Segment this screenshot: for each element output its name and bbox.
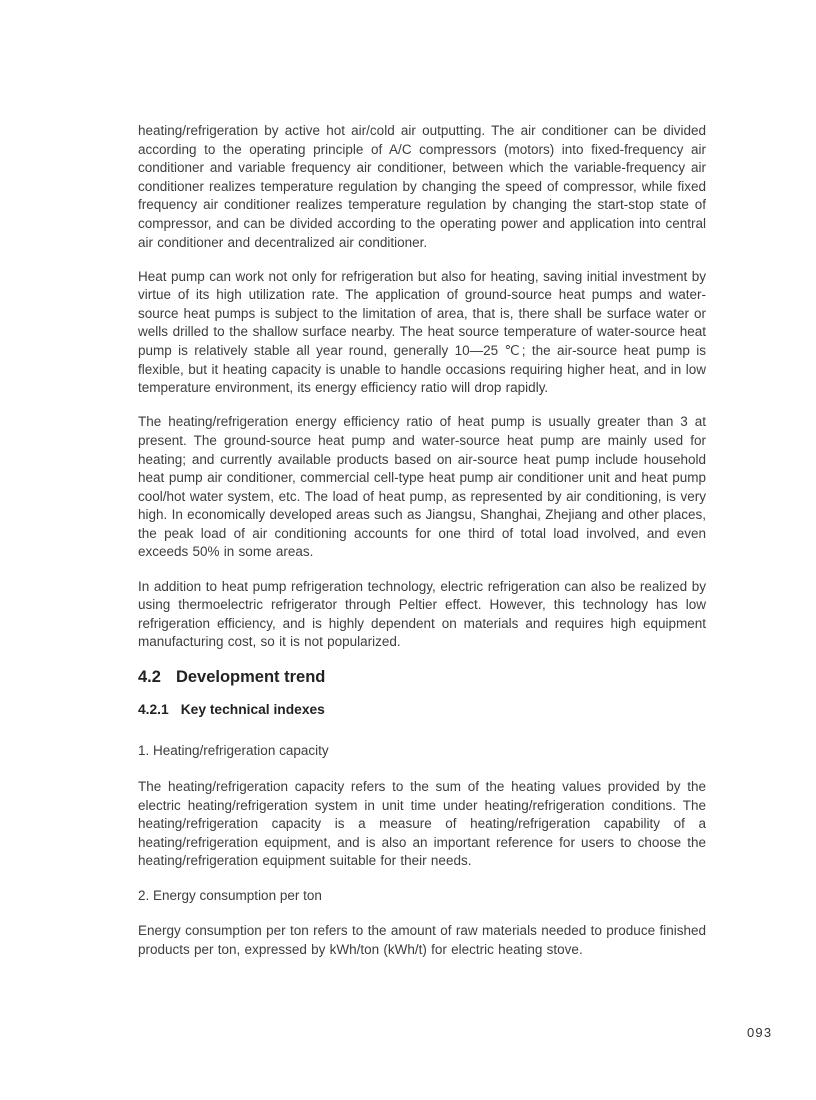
list-item-label-2: 2. Energy consumption per ton (138, 887, 322, 903)
paragraph-heating-capacity: The heating/refrigeration capacity refers to the sum of the heating values provided by the electric heating/refrigeration system in unit time under heating/refrigeration conditions. The heating/refrigeration capacity is a measure of heating/refrigeration capability of a heating/refrigeration equipment, and is also an important reference for users to choose the heating/refrigeration equipment suitable for their needs. (138, 779, 706, 869)
subsection-heading (138, 701, 706, 719)
paragraph-heat-pump-efficiency: The heating/refrigeration energy efficiency ratio of heat pump is usually greater than 3 at present. The ground-source heat pump and water-source heat pump are mainly used for heating; and currently available products based on air-source heat pump include household heat pump air conditioner, commercial cell-type heat pump air conditioner unit and heat pump cool/hot water system, etc. The load of heat pump, as represented by air conditioning, is very high. In economically developed areas such as Jiangsu, Shanghai, Zhejiang and other places, the peak load of air conditioning accounts for one third of total load involved, and even exceeds 50% in some areas. (138, 414, 706, 560)
paragraph-thermoelectric: In addition to heat pump refrigeration technology, electric refrigeration can also be realized by using thermoelectric refrigerator through Peltier effect. However, this technology has low refrigeration efficiency, and is highly dependent on materials and requires high equipment manufacturing cost, so it is not popularized. (138, 578, 706, 650)
subsection-number: 4.2.1 (138, 702, 169, 718)
section-title: Development trend (175, 668, 326, 687)
page-content (138, 122, 706, 975)
paragraph-heat-pump-usage: Heat pump can work not only for refrigeration but also for heating, saving initial investment by virtue of its high utilization rate. The application of ground-source heat pumps and water-source heat pumps is subject to the limitation of area, that is, there shall be surface water or wells drilled to the shallow surface nearby. The heat source temperature of water-source heat pump is relatively stable all year round, generally 10—25 ℃; the air-source heat pump is flexible, but it heating capacity is unable to handle occasions requiring higher heat, and in low temperature environment, its energy efficiency ratio will drop rapidly. (138, 268, 706, 396)
paragraph-air-conditioner: heating/refrigeration by active hot air/cold air outputting. The air conditioner can be divided according to the operating principle of A/C compressors (motors) into fixed-frequency air conditioner and variable frequency air conditioner, between which the variable-frequency air conditioner realizes temperature regulation by changing the speed of compressor, while fixed frequency air conditioner realizes temperature regulation by changing the start-stop state of compressor, and can be divided according to the operating power and application into central air conditioner and decentralized air conditioner. (138, 123, 706, 250)
subsection-title: Key technical indexes (180, 702, 325, 718)
section-heading (138, 667, 706, 687)
page-number: 093 (747, 1025, 773, 1040)
section-number: 4.2 (138, 668, 161, 687)
paragraph-energy-consumption: Energy consumption per ton refers to the amount of raw materials needed to produce finished products per ton, expressed by kWh/ton (kWh/t) for electric heating stove. (138, 923, 706, 957)
list-item-label-1: 1. Heating/refrigeration capacity (138, 743, 329, 759)
